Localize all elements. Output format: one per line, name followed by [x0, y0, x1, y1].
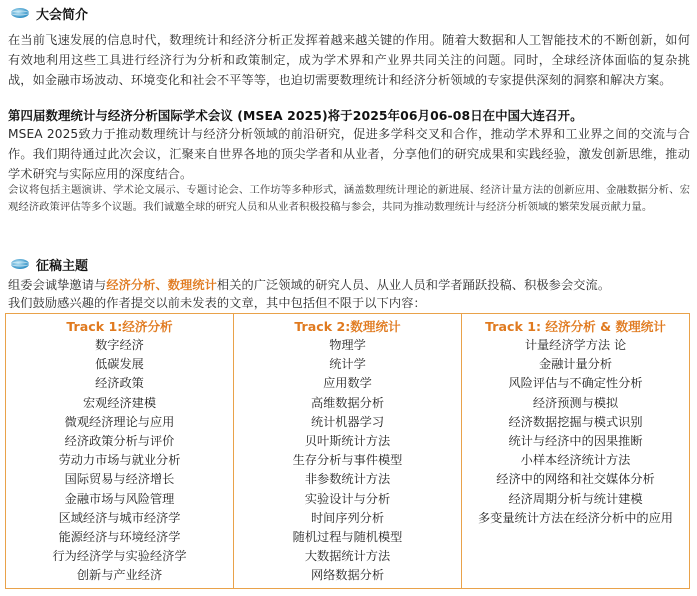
topics-intro-2: 我们鼓励感兴趣的作者提交以前未发表的文章，其中包括但不限于以下内容：	[8, 296, 426, 310]
globe-icon	[10, 7, 30, 19]
section-title-intro	[10, 4, 88, 22]
intro-paragraph-1: 在当前飞速发展的信息时代，数理统计和经济分析正发挥着越来越关键的作用。随着大数据和人工智能技术的不断创新，如何有效地利用这些工具进行经济行为分析和政策制定，成为学术界和产业界共同关注的问题。同时，全球经济体面临的复杂挑战，如金融市场波动、环境变化和社会不平等等，也迫切需要数理统计和经济分析领域的专家提供深刻的洞察和解决方案。	[8, 33, 690, 87]
track-topic-item: 贝叶斯统计方法	[304, 434, 391, 449]
globe-icon	[10, 258, 30, 270]
track-topic-list	[6, 336, 233, 586]
track-topic-list	[462, 336, 689, 528]
track-topic-item: 高维数据分析	[310, 395, 385, 410]
track-column-2	[233, 314, 461, 588]
track-topic-item: 金融计量分析	[538, 357, 613, 372]
section-title-text: 征稿主题	[36, 258, 89, 274]
track-topic-item: 经济数据挖掘与模式识别	[508, 414, 643, 429]
track-topic-item: 非参数统计方法	[304, 472, 391, 487]
track-title: Track 1:经济分析	[66, 319, 173, 334]
track-title: Track 1: 经济分析 & 数理统计	[485, 319, 666, 334]
track-topic-item: 小样本经济统计方法	[520, 453, 631, 468]
track-topic-item: 统计学	[329, 357, 366, 372]
section-title-topics	[10, 255, 88, 273]
track-topic-item: 低碳发展	[95, 357, 144, 372]
track-topic-item: 统计机器学习	[310, 414, 385, 429]
track-column-3	[461, 314, 689, 588]
track-topic-item: 经济预测与模拟	[532, 395, 619, 410]
track-topic-item: 经济中的网络和社交媒体分析	[496, 472, 655, 487]
track-topic-item: 宏观经济建模	[82, 395, 157, 410]
tracks-table	[5, 313, 690, 589]
track-topic-item: 随机过程与随机模型	[292, 530, 403, 545]
track-topic-item: 大数据统计方法	[304, 549, 391, 564]
track-topic-item: 应用数学	[323, 376, 372, 391]
track-column-1	[6, 314, 233, 588]
track-topic-item: 创新与产业经济	[76, 568, 163, 583]
track-topic-item: 经济政策分析与评价	[64, 434, 175, 449]
track-topic-item: 能源经济与环境经济学	[58, 530, 181, 545]
section-title-text: 大会简介	[36, 7, 89, 23]
track-topic-item: 经济周期分析与统计建模	[508, 491, 643, 506]
track-topic-item: 劳动力市场与就业分析	[58, 453, 181, 468]
track-topic-item: 生存分析与事件模型	[292, 453, 403, 468]
track-topic-item: 微观经济理论与应用	[64, 414, 175, 429]
intro-paragraph-2: MSEA 2025致力于推动数理统计与经济分析领域的前沿研究，促进多学科交叉和合作，推动学术界和工业界之间的交流与合作。我们期待通过此次会议，汇聚来自世界各地的顶尖学者和从业者，分享他们的研究成果和实践经验，激发创新思维，推动学术研究与实际应用的深度结合。	[8, 127, 690, 181]
topics-intro	[8, 275, 690, 295]
track-topic-item: 国际贸易与经济增长	[64, 472, 175, 487]
track-topic-item: 行为经济学与实验经济学	[52, 549, 187, 564]
track-topic-item: 网络数据分析	[310, 568, 385, 583]
intro-paragraph-3: 会议将包括主题演讲、学术论文展示、专题讨论会、工作坊等多种形式，涵盖数理统计理论的新进展、经济计量方法的创新应用、金融数据分析、宏观经济政策评估等多个议题。我们诚邀全球的研究人员和从业者积极投稿与参会，共同为推动数理统计与经济分析领域的繁荣发展贡献力量。	[8, 184, 690, 213]
track-topic-item: 金融市场与风险管理	[64, 491, 175, 506]
track-topic-item: 统计与经济中的因果推断	[508, 434, 643, 449]
track-topic-item: 经济政策	[95, 376, 144, 391]
topics-intro-after: 相关的广泛领域的研究人员、从业人员和学者踊跃投稿、积极参会交流。	[216, 278, 611, 292]
track-topic-item: 时间序列分析	[310, 510, 385, 525]
track-topic-item: 多变量统计方法在经济分析中的应用	[478, 510, 673, 525]
topics-intro-before: 组委会诚挚邀请与	[8, 278, 107, 292]
track-topic-item: 实验设计与分析	[304, 491, 391, 506]
track-topic-item: 区域经济与城市经济学	[58, 510, 181, 525]
track-topic-item: 风险评估与不确定性分析	[508, 376, 643, 391]
track-topic-item: 数字经济	[95, 338, 144, 352]
topics-intro-highlight: 经济分析、数理统计	[106, 278, 217, 292]
track-title: Track 2:数理统计	[294, 319, 401, 334]
track-topic-list	[234, 336, 461, 586]
track-topic-item: 物理学	[329, 338, 366, 352]
conference-announcement: 第四届数理统计与经济分析国际学术会议 (MSEA 2025)将于2025年06月06-08日在中国大连召开。	[8, 108, 583, 123]
track-topic-item: 计量经济学方法 论	[524, 338, 627, 352]
